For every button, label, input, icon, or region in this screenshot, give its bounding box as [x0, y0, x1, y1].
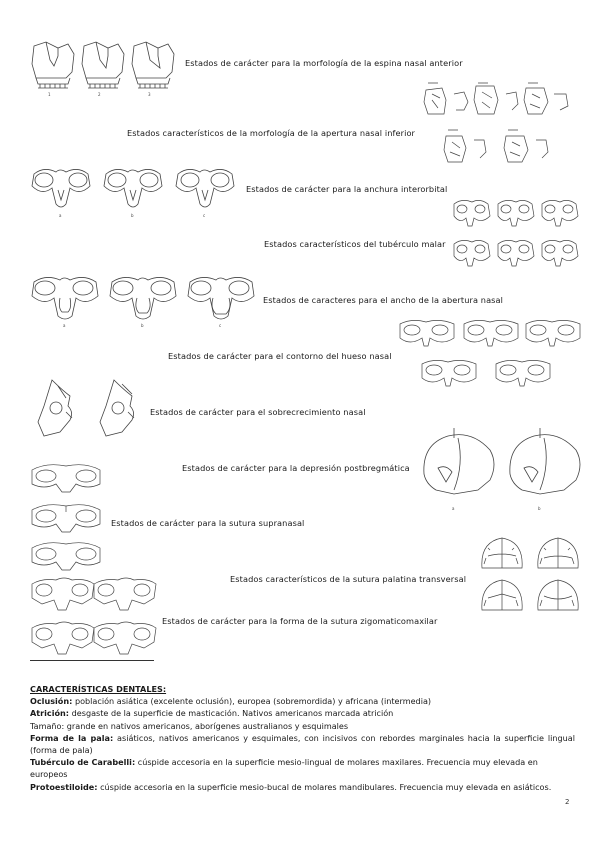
dental-label: Oclusión: [30, 696, 73, 707]
svg-text:a: a [63, 323, 66, 328]
dental-label: Tubérculo de Carabelli: [30, 757, 136, 768]
caption-inferior-nasal-aperture: Estados característicos de la morfología de la apertura nasal inferior [127, 128, 416, 138]
dental-title: CARACTERÍSTICAS DENTALES: [30, 684, 167, 694]
illustration-interorbital-breadth [30, 162, 245, 220]
illustration-postbregmatic-depression [418, 424, 588, 514]
dental-label: Protoestiloide: [30, 781, 98, 792]
caption-malar-tubercle: Estados característicos del tubérculo malar [264, 239, 446, 249]
caption-postbregmatic-depression: Estados de carácter para la depresión postbregmática [182, 463, 410, 473]
dental-line-size [30, 720, 575, 732]
dental-text: asiáticos, nativos americanos y esquimales, con incisivos con rebordes marginales hacia la superficie lingual (forma de pala) [30, 732, 575, 756]
svg-text:c: c [203, 213, 206, 218]
caption-supranasal-suture: Estados de carácter para la sutura supranasal [111, 518, 305, 528]
dental-text: población asiática (excelente oclusión), europea (sobremordida) y africana (intermedia) [72, 696, 432, 707]
caption-anterior-nasal-spine: Estados de carácter para la morfología de la espina nasal anterior [185, 58, 463, 68]
caption-transverse-palatine-suture: Estados característicos de la sutura palatina transversal [230, 574, 467, 584]
dental-line-carabelli [30, 756, 575, 780]
illustration-inferior-nasal-aperture [420, 80, 580, 170]
caption-interorbital-breadth: Estados de carácter para la anchura interorbital [246, 184, 448, 194]
page-number: 2 [565, 798, 570, 806]
illustration-nasal-bone-contour [398, 316, 584, 396]
illustration-nasal-overgrowth [30, 376, 148, 452]
dental-text: Tamaño: grande en nativos americanos, aborígenes australianos y esquimales [30, 720, 349, 731]
section-divider [30, 660, 154, 661]
dental-text: cúspide accesoria en la superficie mesio-bucal de molares mandibulares. Frecuencia muy elevada en asiáticos. [97, 781, 552, 792]
dental-characteristics-section [30, 683, 575, 793]
dental-text: desgaste de la superficie de masticación. Nativos americanos marcada atrición [69, 708, 394, 719]
svg-text:b: b [538, 506, 541, 511]
dental-line-shovel-shape [30, 732, 575, 756]
svg-text:2: 2 [98, 92, 101, 97]
svg-text:b: b [141, 323, 144, 328]
caption-zygomaticomaxillary-suture: Estados de carácter para la forma de la sutura zigomaticomaxilar [162, 616, 438, 626]
caption-nasal-bone-contour: Estados de carácter para el contorno del hueso nasal [168, 351, 392, 361]
dental-line-attrition [30, 707, 575, 719]
caption-nasal-aperture-width: Estados de caracteres para el ancho de la abertura nasal [263, 295, 504, 305]
svg-text:1: 1 [48, 92, 51, 97]
caption-nasal-overgrowth: Estados de carácter para el sobrecrecimiento nasal [150, 407, 366, 417]
svg-text:b: b [131, 213, 134, 218]
svg-text:3: 3 [148, 92, 151, 97]
illustration-malar-tubercle [452, 196, 582, 272]
dental-label: Atrición: [30, 708, 70, 719]
illustration-nasal-aperture-width [30, 272, 255, 330]
dental-label: Forma de la pala: [30, 732, 114, 743]
svg-text:a: a [452, 506, 455, 511]
dental-text: cúspide accesoria en la superficie mesio-lingual de molares maxilares. Frecuencia muy elevada en europeos [30, 757, 538, 780]
dental-line-occlusion [30, 695, 575, 707]
illustration-transverse-palatine-suture [478, 534, 586, 614]
dental-line-protostylid [30, 781, 575, 793]
svg-text:c: c [219, 323, 222, 328]
illustration-supranasal-suture [30, 458, 110, 580]
illustration-anterior-nasal-spine [28, 38, 180, 98]
svg-text:a: a [59, 213, 62, 218]
illustration-zygomaticomaxillary-suture [30, 574, 158, 660]
